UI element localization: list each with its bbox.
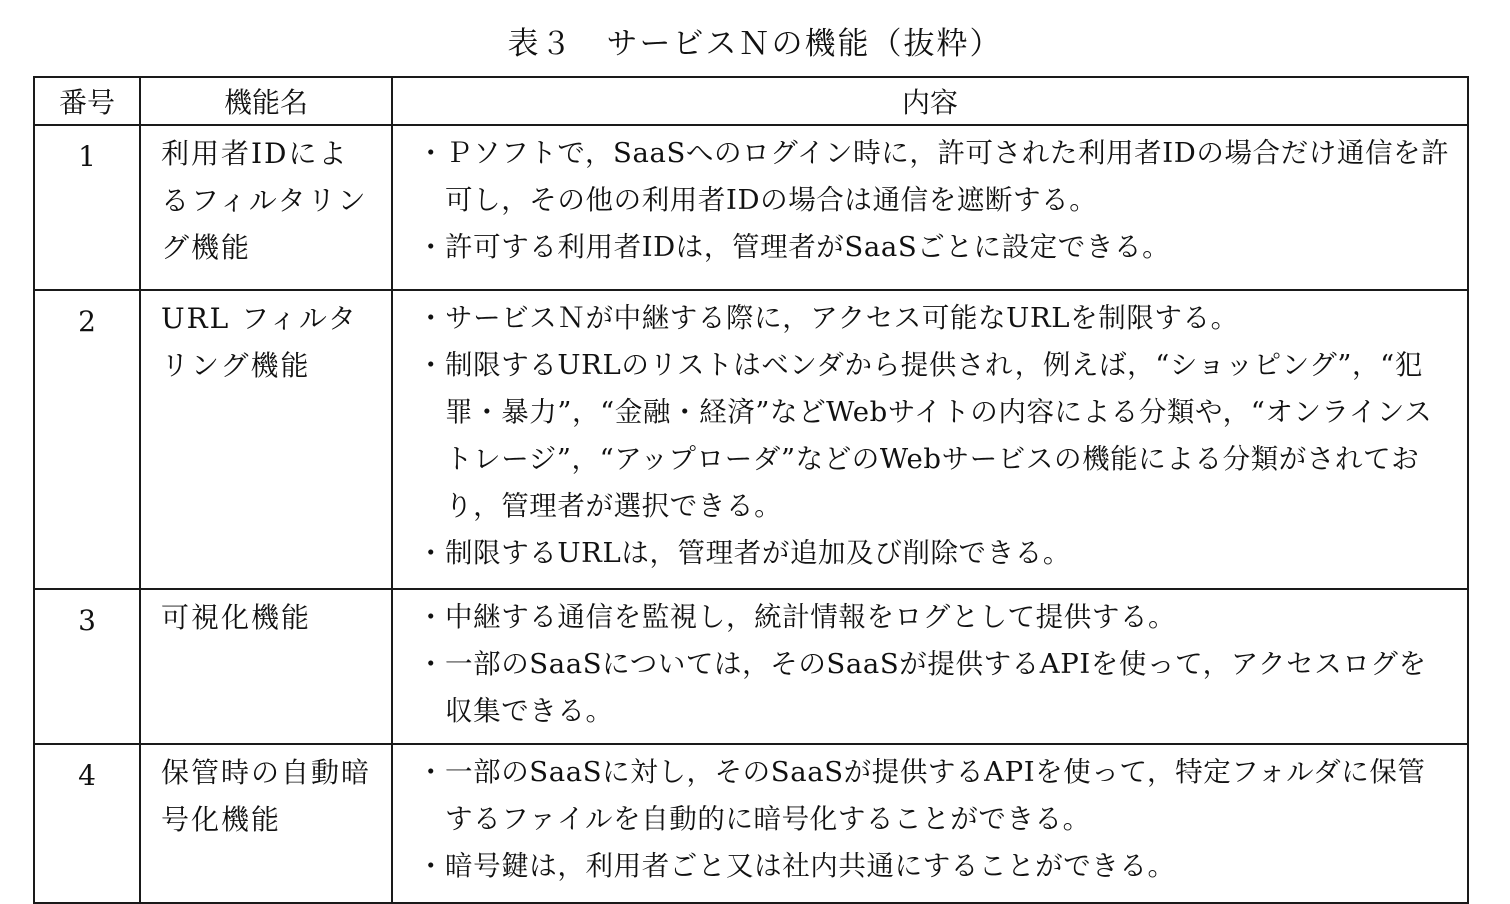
function-name: 可視化機能	[140, 589, 392, 744]
function-content	[392, 744, 1468, 903]
content-bullet	[415, 295, 1451, 342]
bullet-mark: ・	[417, 349, 446, 381]
bullet-mark: ・	[417, 137, 446, 169]
table-row	[34, 290, 1468, 589]
function-name: 利用者IDによるフィルタリング機能	[140, 125, 392, 290]
row-number: 2	[34, 290, 140, 589]
bullet-text: 制限するURLのリストはベンダから提供され，例えば，“ショッピング”，“犯罪・暴力”，“金融・経済”などWebサイトの内容による分類や，“オンラインストレージ”，“アップローダ”などのWebサービスの機能による分類がされており，管理者が選択できる。	[445, 349, 1433, 522]
bullet-mark: ・	[417, 231, 446, 263]
content-bullet	[415, 594, 1451, 641]
table-row	[34, 589, 1468, 744]
bullet-text: 制限するURLは，管理者が追加及び削除できる。	[445, 537, 1071, 569]
table-title: 表３ サービスＮの機能（抜粋）	[507, 26, 1003, 62]
function-content	[392, 290, 1468, 589]
bullet-mark: ・	[417, 601, 446, 633]
row-number: 4	[34, 744, 140, 903]
table-header-row	[34, 77, 1468, 125]
row-number: 1	[34, 125, 140, 290]
bullet-mark: ・	[417, 537, 446, 569]
function-name: 保管時の自動暗号化機能	[140, 744, 392, 903]
content-bullet	[415, 530, 1451, 577]
content-bullet	[415, 641, 1451, 735]
function-table	[33, 76, 1469, 904]
bullet-text: 中継する通信を監視し，統計情報をログとして提供する。	[445, 601, 1177, 633]
header-number: 番号	[34, 77, 140, 125]
function-name: URL フィルタリング機能	[140, 290, 392, 589]
bullet-text: 許可する利用者IDは，管理者がSaaSごとに設定できる。	[445, 231, 1171, 263]
table-row	[34, 125, 1468, 290]
content-bullet	[415, 749, 1451, 843]
table-row	[34, 744, 1468, 903]
function-content	[392, 589, 1468, 744]
bullet-mark: ・	[417, 302, 446, 334]
content-bullet	[415, 843, 1451, 890]
bullet-text: Ｐソフトで，SaaSへのログイン時に，許可された利用者IDの場合だけ通信を許可し，その他の利用者IDの場合は通信を遮断する。	[445, 137, 1450, 216]
bullet-mark: ・	[417, 850, 446, 882]
header-content: 内容	[392, 77, 1468, 125]
bullet-text: 一部のSaaSについては，そのSaaSが提供するAPIを使って，アクセスログを収集できる。	[445, 648, 1427, 727]
content-bullet	[415, 224, 1451, 271]
bullet-mark: ・	[417, 756, 446, 788]
header-function-name: 機能名	[140, 77, 392, 125]
bullet-text: 暗号鍵は，利用者ごと又は社内共通にすることができる。	[445, 850, 1176, 882]
row-number: 3	[34, 589, 140, 744]
function-content	[392, 125, 1468, 290]
bullet-text: サービスＮが中継する際に，アクセス可能なURLを制限する。	[445, 302, 1239, 334]
bullet-text: 一部のSaaSに対し，そのSaaSが提供するAPIを使って，特定フォルダに保管するファイルを自動的に暗号化することができる。	[445, 756, 1426, 835]
bullet-mark: ・	[417, 648, 446, 680]
content-bullet	[415, 342, 1451, 530]
content-bullet	[415, 130, 1451, 224]
